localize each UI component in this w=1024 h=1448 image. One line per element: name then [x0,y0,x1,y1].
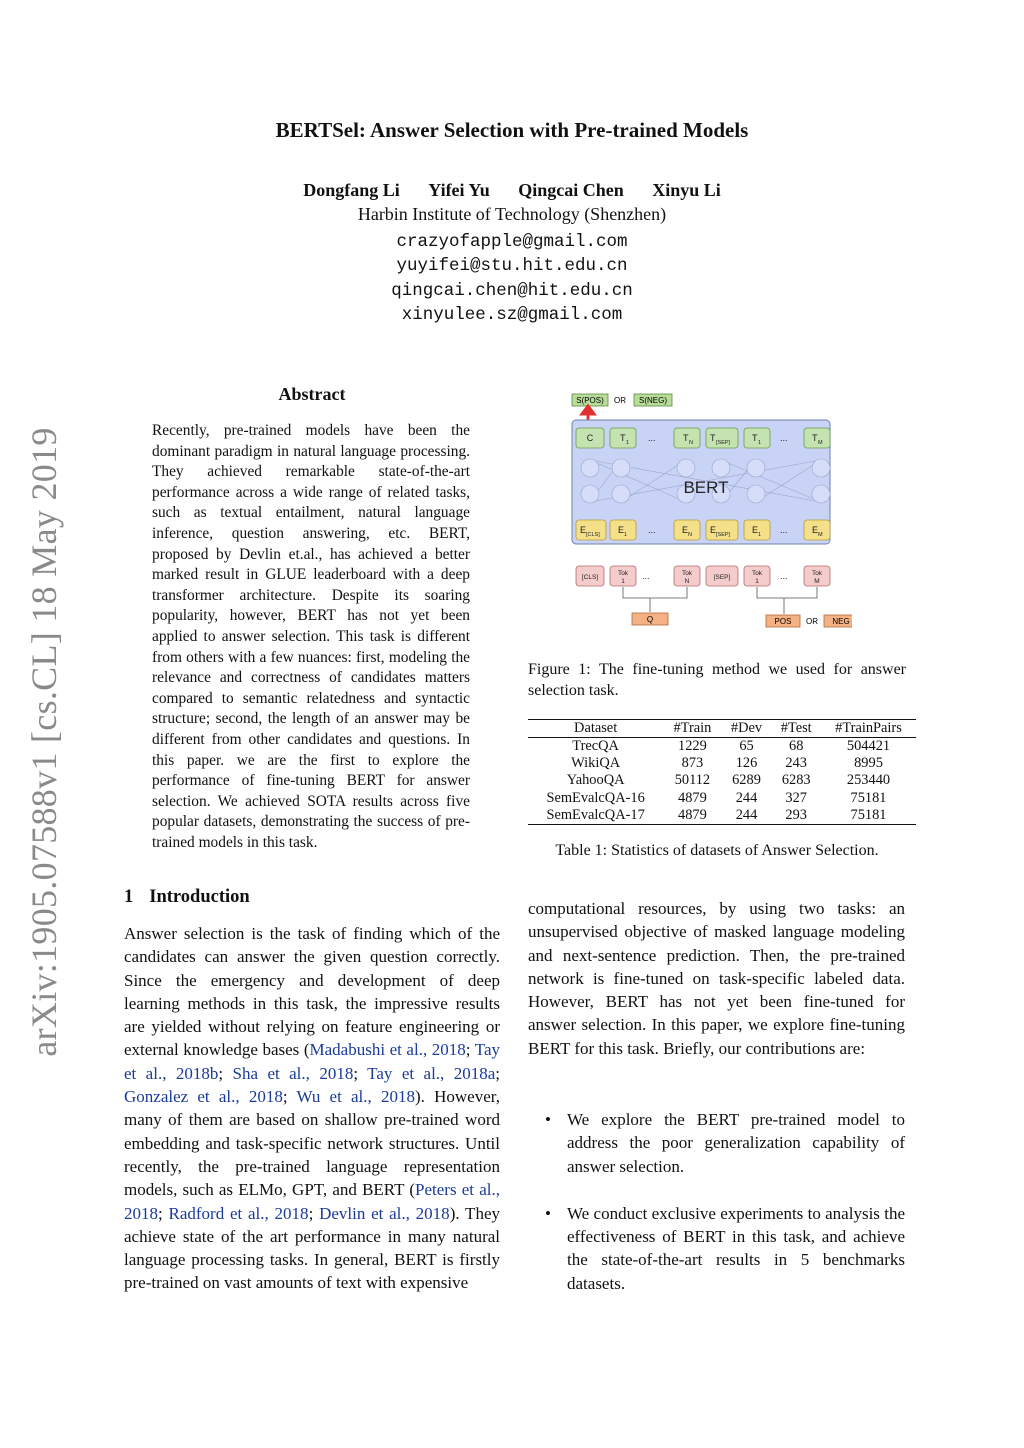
output-t1p-label: T [752,433,758,443]
email-3[interactable]: qingcai.chen@hit.edu.cn [391,280,633,301]
table-cell: 6283 [781,772,811,789]
grouping-brackets [623,587,817,614]
table-cell: 293 [771,807,821,825]
embedding-e1-sub: 1 [624,532,628,538]
table-row [528,772,916,789]
email-2[interactable]: yuyifei@stu.hit.edu.cn [396,256,628,277]
output-c-label: C [586,433,594,443]
citation-link[interactable]: Madabushi et al., 2018 [309,1040,466,1060]
table-row [528,807,916,825]
token-1-sub: 1 [621,578,625,585]
figure-caption: Figure 1: The fine-tuning method we used for answer selection task. [528,661,906,699]
embedding-emp-sub: M [818,532,823,538]
output-t1p-sub: 1 [758,440,762,446]
output-t1-label: T [620,433,626,443]
spos-label: S(POS) [576,396,604,405]
datasets-table [528,719,916,825]
intro-text-part-3: ). They achieve state of the art performance in many natural language processing tasks. In general, BERT is firstly pre-trained on vast amounts of text with expensive [124,1203,500,1293]
token-sep-label: [SEP] [713,574,731,581]
table-cell: 6289 [732,772,761,789]
table-header-cell: Dataset [528,720,663,738]
table-cell: 504421 [846,738,891,754]
output-tsep-sub: [SEP] [716,440,731,446]
bullet-icon: • [545,1203,551,1223]
citation-link[interactable]: Tay et al., 2018a [367,1063,496,1083]
intro-text-part-1: Answer selection is the task of finding which of the candidates can answer the given question correctly. Since the emergency and development of deep learning methods in this task, the impressive results are yielded without relying on feature engineering or external knowledge bases ( [124,924,500,1060]
author-2: Yifei Yu [428,180,490,200]
embedding-e1-label: E [618,525,625,535]
embedding-e1p-sub: 1 [758,532,762,538]
table-header-cell: #Dev [722,720,772,738]
embedding-sep-label: E [710,525,717,535]
table-cell: WikiQA [571,755,621,772]
table-row [528,755,916,772]
token-m-sub: M [814,578,820,585]
token-ellipsis: ... [642,571,650,581]
list-item [545,1202,905,1295]
output-t1-sub: 1 [626,440,630,446]
intro-text-part-2: ). However, many of them are based on shallow pre-trained word embedding and task-specific network structures. Until recently, the pre-trained language representation models, such as ELMo, GPT, and BERT ( [124,1087,500,1200]
table-cell: 873 [681,755,704,772]
arxiv-identifier: arXiv:1905.07588v1 [cs.CL] 18 May 2019 [24,427,64,1057]
embedding-sep-sub: [SEP] [716,532,731,538]
bullet-icon: • [545,1110,551,1129]
citation-link[interactable]: Peters et al., 2018 [124,1180,500,1223]
table-row [528,790,916,807]
citation-link[interactable]: Wu et al., 2018 [296,1087,415,1107]
bert-label: BERT [683,478,729,497]
or-label: OR [614,396,626,405]
bert-finetuning-figure [566,390,852,630]
table-cell: 244 [722,807,772,825]
neg-label: NEG [832,617,850,626]
token-n-label: Tok [681,570,693,577]
table-header-row [528,720,916,738]
output-tn-sub: N [689,440,693,446]
embedding-ellipsis: ... [648,525,656,535]
question-label: Q [646,615,654,624]
introduction-continued: computational resources, by using two tasks: an unsupervised objective of masked language modeling and next-sentence prediction. Then, the pre-trained network is fine-tuned on task-specific labeled data. However, BERT has not yet been fine-tuned for answer selection. In this paper, we explore fine-tuning BERT for this task. Briefly, our contributions are: [528,899,905,1058]
embedding-emp-label: E [812,525,819,535]
token-1p-label: Tok [751,570,763,577]
output-ellipsis: ... [780,433,788,443]
table-row [528,738,916,756]
table-cell: YahooQA [566,772,625,789]
output-tsep-label: T [710,433,716,443]
contribution-list [545,1108,905,1319]
table-cell: 75181 [850,789,887,806]
section-title: Introduction [149,887,250,907]
table-cell: TrecQA [572,738,619,754]
table-caption: Table 1: Statistics of datasets of Answer Selection. [555,842,879,859]
citation-link[interactable]: Radford et al., 2018 [168,1203,309,1223]
token-1-label: Tok [617,570,629,577]
table-cell: 8995 [854,755,883,772]
author-list [0,180,1024,201]
table-cell: 75181 [821,807,916,825]
table-cell: 50112 [674,772,711,789]
paper-title: BERTSel: Answer Selection with Pre-trained Models [275,118,749,142]
citation-link[interactable]: Gonzalez et al., 2018 [124,1087,283,1107]
email-list [0,230,1024,327]
list-item [545,1108,905,1178]
list-item-text: We conduct exclusive experiments to analysis the effectiveness of BERT in this task, and achieve the state-of-the-art results in 5 benchmarks datasets. [567,1203,905,1293]
introduction-paragraph: Answer selection is the task of finding which of the candidates can answer the given question correctly. Since the emergency and development of deep learning methods in this task, the impressive results are yielded without relying on feature engineering or external knowledge bases (Madabushi et al., 2018; Tay et al., 2018b; Sha et al., 2018; Tay et al., 2018a; Gonzalez et al., 2018; Wu et al., 2018). However, many of them are based on shallow pre-trained word embedding and task-specific network structures. Until recently, the pre-trained language representation models, such as ELMo, GPT, and BERT (Peters et al., 2018; Radford et al., 2018; Devlin et al., 2018). They achieve state of the art performance in many natural language processing tasks. In general, BERT is firstly pre-trained on vast amounts of text with expensive [124,924,500,1293]
table-cell: 126 [735,755,758,772]
email-1[interactable]: crazyofapple@gmail.com [396,232,628,252]
sneg-label: S(NEG) [639,396,667,405]
output-ellipsis: ... [648,433,656,443]
embedding-en-sub: N [688,532,692,538]
output-tn-label: T [683,433,689,443]
citation-link[interactable]: Sha et al., 2018 [232,1063,354,1083]
abstract-text: Recently, pre-trained models have been the dominant paradigm in natural language processing. They achieved remarkable state-of-the-art performance across a wide range of related tasks, such as textual entailment, natural language inference, question answering, etc. BERT, proposed by Devlin et.al., has achieved a better marked result in GLUE leaderboard with a deep transformer architecture. Despite its soaring popularity, however, BERT has not yet been applied to answer selection. This task is different from others with a few nuances: first, modeling the relevance and correctness of candidates matters compared to semantic relatedness and syntactic structure; second, the length of an answer may be different from other candidates and questions. In this paper. we are the first to explore the performance of fine-tuning BERT for answer selection. We achieved SOTA results across five popular datasets, demonstrating the success of pre-trained models in this task. [152,422,470,851]
output-tmp-label: T [812,433,818,443]
embedding-ellipsis: ... [780,525,788,535]
table-header-cell: #TrainPairs [821,720,916,738]
or-label: OR [806,617,818,626]
token-m-label: Tok [811,570,823,577]
section-number: 1 [124,887,134,907]
output-tmp-sub: M [818,440,823,446]
table-cell: SemEvalcQA-16 [546,789,645,806]
table-cell: 327 [785,789,807,806]
table-cell: 243 [785,755,807,772]
embedding-cls-sub: [CLS] [586,532,600,538]
author-1: Dongfang Li [303,180,400,200]
table-cell: 244 [735,789,758,806]
table-header-cell: #Test [771,720,821,738]
table-cell: SemEvalcQA-17 [528,807,663,825]
token-n-sub: N [684,578,690,585]
table-cell: 253440 [846,772,891,789]
table-header-cell: #Train [663,720,721,738]
author-4: Xinyu Li [652,180,721,200]
email-4[interactable]: xinyulee.sz@gmail.com [401,304,623,325]
citation-link[interactable]: Tay et al., 2018b [124,1040,500,1083]
affiliation: Harbin Institute of Technology (Shenzhen) [357,204,667,224]
pos-label: POS [774,617,792,626]
list-item-text: We explore the BERT pre-trained model to address the poor generalization capability of answer selection. [567,1110,905,1176]
token-cls-label: [CLS] [581,574,599,581]
table-cell: 4879 [663,807,721,825]
section-heading-introduction [124,887,250,908]
token-ellipsis: ... [780,571,788,581]
author-3: Qingcai Chen [518,180,624,200]
embedding-en-label: E [682,525,689,535]
table-cell: 4879 [678,789,707,806]
token-1p-sub: 1 [755,578,759,585]
embedding-cls-label: E [580,525,587,535]
table-cell: 68 [789,738,804,754]
citation-link[interactable]: Devlin et al., 2018 [319,1203,450,1223]
table-cell: 1229 [678,738,707,754]
embedding-e1p-label: E [752,525,759,535]
table-cell: 65 [739,738,754,754]
abstract-heading: Abstract [278,384,346,404]
